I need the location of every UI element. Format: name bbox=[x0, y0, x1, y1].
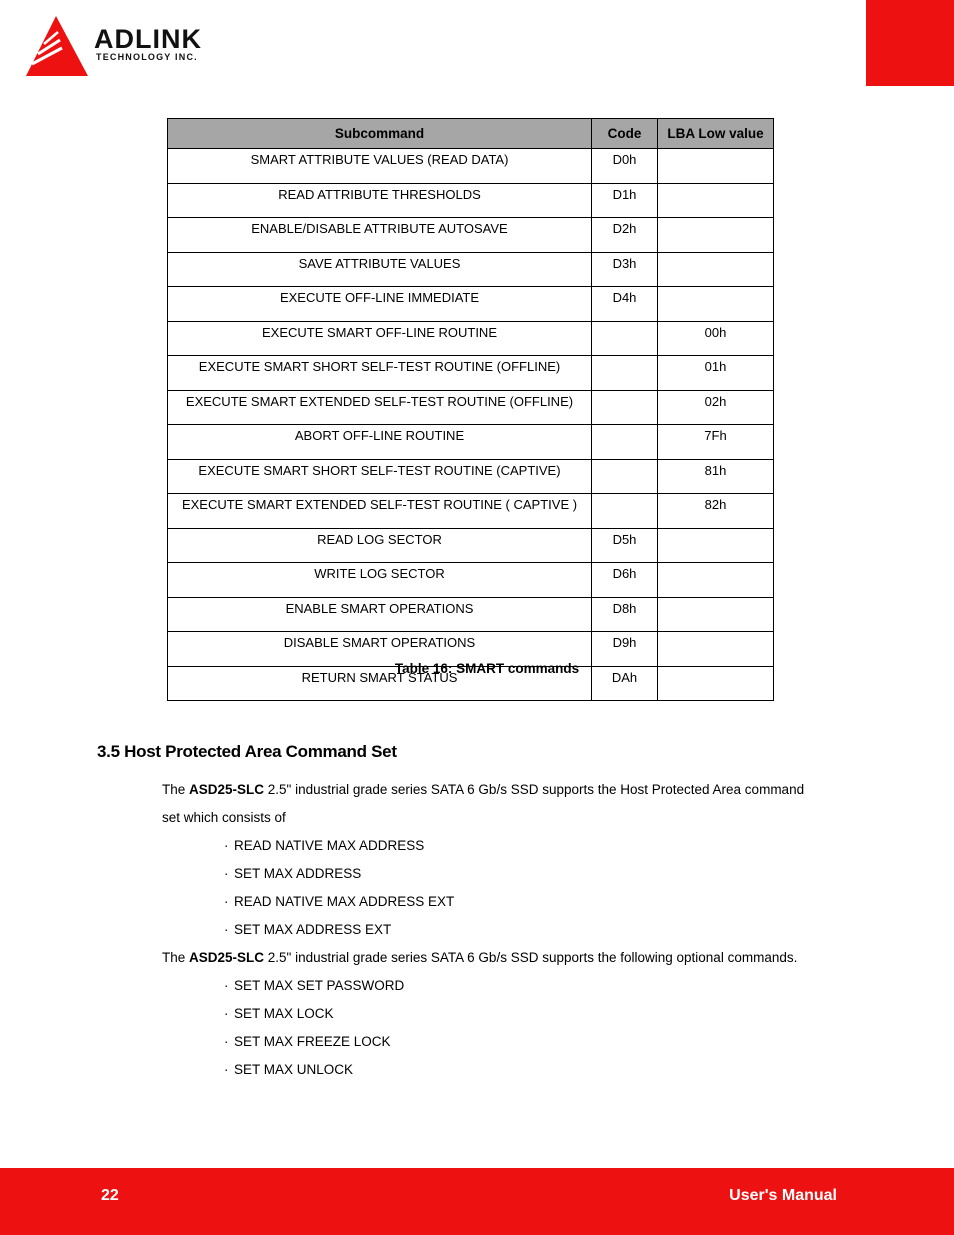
list-item bbox=[224, 1004, 334, 1024]
table-row bbox=[168, 528, 774, 563]
header-code: Code bbox=[592, 119, 658, 149]
cell-subcommand: WRITE LOG SECTOR bbox=[168, 563, 592, 598]
page-footer bbox=[0, 1168, 954, 1235]
cell-lba-low-value: 00h bbox=[658, 321, 774, 356]
list-item-text: SET MAX UNLOCK bbox=[234, 1062, 354, 1077]
list-item-text: SET MAX ADDRESS EXT bbox=[234, 922, 392, 937]
table-caption: Table 16: SMART commands bbox=[394, 661, 580, 676]
cell-code: D0h bbox=[592, 149, 658, 184]
list-item-text: SET MAX ADDRESS bbox=[234, 866, 362, 881]
document-title: User's Manual bbox=[729, 1187, 837, 1204]
section-heading: 3.5 Host Protected Area Command Set bbox=[97, 742, 397, 761]
cell-subcommand: EXECUTE SMART EXTENDED SELF-TEST ROUTINE ( CAPTIVE ) bbox=[168, 494, 592, 529]
bullet-dot-icon: · bbox=[224, 894, 229, 909]
brand-tagline: TECHNOLOGY INC. bbox=[96, 52, 198, 62]
cell-code bbox=[592, 390, 658, 425]
cell-subcommand: ENABLE/DISABLE ATTRIBUTE AUTOSAVE bbox=[168, 218, 592, 253]
bullet-dot-icon: · bbox=[224, 1034, 229, 1049]
brand-name: ADLINK bbox=[94, 24, 202, 54]
cell-subcommand: DISABLE SMART OPERATIONS bbox=[168, 632, 592, 667]
list-item bbox=[224, 1060, 353, 1080]
cell-lba-low-value bbox=[658, 287, 774, 322]
cell-code: D4h bbox=[592, 287, 658, 322]
cell-code: D5h bbox=[592, 528, 658, 563]
list-item bbox=[224, 1032, 391, 1052]
product-name: ASD25-SLC bbox=[189, 950, 265, 965]
cell-subcommand: EXECUTE SMART SHORT SELF-TEST ROUTINE (OFFLINE) bbox=[168, 356, 592, 391]
corner-accent-block bbox=[866, 0, 954, 86]
table-row bbox=[168, 321, 774, 356]
table-row bbox=[168, 563, 774, 598]
list-item bbox=[224, 864, 361, 884]
cell-code: DAh bbox=[592, 666, 658, 701]
para2-text: 2.5" industrial grade series SATA 6 Gb/s SSD supports the following optional commands. bbox=[264, 950, 798, 965]
cell-code bbox=[592, 321, 658, 356]
cell-lba-low-value: 7Fh bbox=[658, 425, 774, 460]
cell-lba-low-value bbox=[658, 563, 774, 598]
cell-subcommand: SAVE ATTRIBUTE VALUES bbox=[168, 252, 592, 287]
cell-subcommand: SMART ATTRIBUTE VALUES (READ DATA) bbox=[168, 149, 592, 184]
table-row bbox=[168, 597, 774, 632]
table-row bbox=[168, 459, 774, 494]
bullet-dot-icon: · bbox=[224, 866, 229, 881]
para2-lead: The bbox=[162, 950, 190, 965]
cell-lba-low-value: 82h bbox=[658, 494, 774, 529]
bullet-dot-icon: · bbox=[224, 838, 229, 853]
cell-code bbox=[592, 494, 658, 529]
bullet-dot-icon: · bbox=[224, 1006, 229, 1021]
cell-subcommand: ENABLE SMART OPERATIONS bbox=[168, 597, 592, 632]
cell-lba-low-value bbox=[658, 183, 774, 218]
table-row bbox=[168, 252, 774, 287]
page-number: 22 bbox=[101, 1187, 119, 1204]
bullet-dot-icon: · bbox=[224, 1062, 229, 1077]
cell-code: D9h bbox=[592, 632, 658, 667]
cell-code: D1h bbox=[592, 183, 658, 218]
list-item-text: SET MAX LOCK bbox=[234, 1006, 334, 1021]
table-row bbox=[168, 390, 774, 425]
cell-lba-low-value bbox=[658, 528, 774, 563]
cell-lba-low-value bbox=[658, 218, 774, 253]
para1-text: 2.5" industrial grade series SATA 6 Gb/s SSD supports the Host Protected Area command bbox=[264, 782, 805, 797]
cell-code bbox=[592, 425, 658, 460]
cell-subcommand: ABORT OFF-LINE ROUTINE bbox=[168, 425, 592, 460]
header-lba-low-value: LBA Low value bbox=[658, 119, 774, 149]
header-subcommand: Subcommand bbox=[168, 119, 592, 149]
adlink-triangle-icon bbox=[26, 14, 90, 80]
cell-lba-low-value bbox=[658, 149, 774, 184]
paragraph-1-line-2: set which consists of bbox=[162, 810, 286, 825]
table-row bbox=[168, 183, 774, 218]
cell-subcommand: EXECUTE SMART OFF-LINE ROUTINE bbox=[168, 321, 592, 356]
cell-code bbox=[592, 459, 658, 494]
list-item bbox=[224, 836, 424, 856]
list-item bbox=[224, 892, 454, 912]
cell-subcommand: RETURN SMART STATUS bbox=[168, 666, 592, 701]
cell-lba-low-value: 01h bbox=[658, 356, 774, 391]
cell-code: D3h bbox=[592, 252, 658, 287]
cell-code: D6h bbox=[592, 563, 658, 598]
list-item-text: READ NATIVE MAX ADDRESS bbox=[234, 838, 425, 853]
cell-code: D8h bbox=[592, 597, 658, 632]
cell-code: D2h bbox=[592, 218, 658, 253]
smart-commands-table bbox=[167, 118, 774, 701]
table-row bbox=[168, 356, 774, 391]
bullet-dot-icon: · bbox=[224, 978, 229, 993]
list-item-text: READ NATIVE MAX ADDRESS EXT bbox=[234, 894, 455, 909]
cell-lba-low-value: 02h bbox=[658, 390, 774, 425]
cell-subcommand: READ ATTRIBUTE THRESHOLDS bbox=[168, 183, 592, 218]
list-item-text: SET MAX FREEZE LOCK bbox=[234, 1034, 391, 1049]
table-row bbox=[168, 494, 774, 529]
adlink-logo bbox=[26, 14, 236, 82]
cell-subcommand: EXECUTE SMART EXTENDED SELF-TEST ROUTINE (OFFLINE) bbox=[168, 390, 592, 425]
table-row bbox=[168, 425, 774, 460]
cell-code bbox=[592, 356, 658, 391]
table-header-row bbox=[168, 119, 774, 149]
cell-lba-low-value bbox=[658, 597, 774, 632]
list-item bbox=[224, 920, 391, 940]
list-item-text: SET MAX SET PASSWORD bbox=[234, 978, 405, 993]
paragraph-1 bbox=[162, 780, 804, 800]
para1-lead: The bbox=[162, 782, 190, 797]
cell-subcommand: EXECUTE OFF-LINE IMMEDIATE bbox=[168, 287, 592, 322]
bullet-dot-icon: · bbox=[224, 922, 229, 937]
paragraph-2 bbox=[162, 948, 797, 968]
product-name: ASD25-SLC bbox=[189, 782, 265, 797]
list-item bbox=[224, 976, 404, 996]
table-row bbox=[168, 149, 774, 184]
table-row bbox=[168, 218, 774, 253]
cell-lba-low-value bbox=[658, 252, 774, 287]
cell-subcommand: READ LOG SECTOR bbox=[168, 528, 592, 563]
cell-lba-low-value: 81h bbox=[658, 459, 774, 494]
cell-subcommand: EXECUTE SMART SHORT SELF-TEST ROUTINE (CAPTIVE) bbox=[168, 459, 592, 494]
table-row bbox=[168, 287, 774, 322]
